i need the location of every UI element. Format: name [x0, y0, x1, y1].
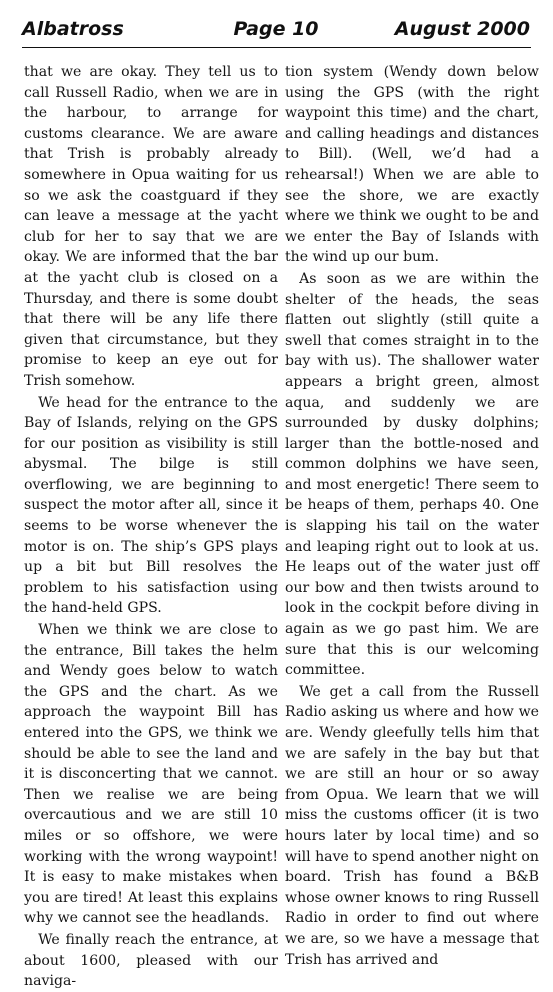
issue-date: August 2000 [394, 18, 530, 40]
paragraph: As soon as we are within the shelter of the heads, the seas flatten out slightly (still quite a swell that comes straight in to the bay with us). The shallower water appears a bright green, almost aqua, and suddenly we are surrounded by dusky dolphins; larger than the bottle-nosed and common dolphins we have seen, and most energetic! There seem to be heaps of them, perhaps 40. One is slapping his tail on the water and leaping right out to look at us. He leaps out of the water just off our bow and then twists around to look in the cockpit before diving in again as we go past him. We are sure that this is our welcoming committee. [285, 270, 539, 679]
publication-title: Albatross [22, 18, 124, 40]
paragraph: We head for the entrance to the Bay of Islands, relying on the GPS for our position as visibility is still abysmal. The bilge is still overflowing, we are beginning to suspect the motor after all, since it seems to be worse whenever the motor is on. The ship’s GPS plays up a bit but Bill resolves the problem to his satisfaction using the hand-held GPS. [24, 394, 278, 617]
right-column [285, 62, 539, 970]
paragraph: tion system (Wendy down below using the GPS (with the right waypoint this time) and the chart, and calling headings and distances to Bill). (Well, we’d had a rehearsal!) When we are able to see the shore, we are exactly where we think we ought to be and we enter the Bay of Islands with the wind up our bum. [285, 64, 539, 266]
left-column [24, 62, 278, 992]
paragraph: that we are okay. They tell us to call Russell Radio, when we are in the harbour, to arrange for customs clearance. We are aware that Trish is probably already somewhere in Opua waiting for us so we ask the coastguard if they can leave a message at the yacht club for her to say that we are okay. We are informed that the bar at the yacht club is closed on a Thursday, and there is some doubt that there will be any life there given that circumstance, but they promise to keep an eye out for Trish somehow. [24, 64, 278, 389]
page-number: Page 10 [233, 18, 319, 40]
paragraph: We finally reach the entrance, at about 1600, pleased with our naviga- [24, 931, 278, 990]
page-header [22, 18, 530, 48]
paragraph: When we think we are close to the entrance, Bill takes the helm and Wendy goes below to watch the GPS and the chart. As we approach the waypoint Bill has entered into the GPS, we think we should be able to see the land and it is disconcerting that we cannot. Then we realise we are being overcautious and we are still 10 miles or so offshore, we were working with the wrong waypoint! It is easy to make mistakes when you are tired! At least this explains why we cannot see the headlands. [24, 622, 278, 927]
paragraph: We get a call from the Russell Radio asking us where and how we are. Wendy gleefully tells him that we are safely in the bay but that we are still an hour or so away from Opua. We learn that we will miss the customs officer (it is two hours later by local time) and so will have to spend another night on board. Trish has found a B&B whose owner knows to ring Russell Radio in order to find out where we are, so we have a message that Trish has arrived and [285, 683, 539, 968]
header-rule [22, 47, 531, 48]
